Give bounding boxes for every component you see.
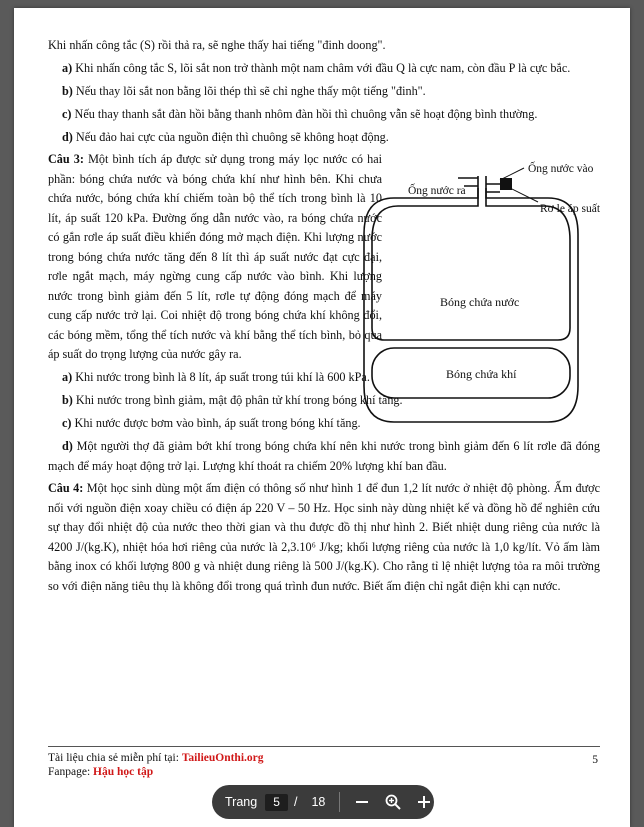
page-number: 5: [592, 754, 598, 766]
footer-site-link[interactable]: TailieuOnthi.org: [181, 752, 264, 764]
document-page: [14, 8, 630, 827]
water-bag-outline: [372, 198, 570, 340]
page-label: Trang: [225, 795, 258, 809]
zoom-fit-button[interactable]: [383, 791, 402, 813]
pressure-relay: [500, 178, 512, 190]
label-relay: Rơ le áp suất: [540, 203, 601, 215]
q4-question: Câu 4: Một học sinh dùng một ấm điện có thông số như hình 1 để đun 1,2 lít nước ở nhiệt độ phòng. Ấm được nối với nguồn điện xoay chiều có điện áp 220 V – 50 Hz. Học sinh này dùng nhiệt kế và đồng hồ để nghiên cứu sự thay đổi nhiệt độ của nước theo thời gian và thu được đồ thị như hình 2. Biết nhiệt dung riêng của nước là 4200 J/(kg.K), nhiệt hóa hơi riêng của nước là 2,3.10⁶ J/kg; khối lượng riêng của nước là 1,0 kg/lít. Vỏ ấm làm bằng inox có khối lượng 800 g và nhiệt dung riêng là 500 J/(kg.K). Cho rằng tỉ lệ nhiệt lượng tỏa ra môi trường so với điện năng tiêu thụ là không đổi trong quá trình đun nước. Biết ấm điện chỉ ngắt điện khi cạn nước.: [48, 481, 600, 593]
footer-fanpage-link[interactable]: Hậu học tập: [93, 766, 154, 778]
zoom-in-button[interactable]: [415, 791, 434, 813]
label-water-bag: Bóng chứa nước: [440, 295, 520, 309]
q2-statement-b: b) Nếu thay lõi sắt non bằng lõi thép thì sẽ chỉ nghe thấy một tiếng "đinh".: [62, 83, 426, 98]
toolbar-divider: [339, 792, 340, 812]
q3-statement-b: b) Khi nước trong bình giảm, mật độ phân tử khí trong bóng khí tăng.: [62, 393, 403, 408]
label-air-bag: Bóng chứa khí: [446, 367, 517, 381]
q3-statement-d: d) Một người thợ đã giảm bớt khí trong bóng chứa khí nên khi nước trong bình giảm đến 6 lít rơle đã đóng mạch để máy hoạt động trở lại. Lượng khí thoát ra chiếm 20% lượng khí ban đầu.: [48, 439, 600, 473]
q3-question: Câu 3: Một bình tích áp được sử dụng trong máy lọc nước có hai phần: bóng chứa nước và bóng chứa khí như hình bên. Khi chưa chứa nước, bóng chứa khí chiếm toàn bộ thể tích trong bình là 10 lít, áp suất 120 kPa. Đường ống dẫn nước vào, ra bóng chứa nước có gắn rơle áp suất điều khiển đóng mở mạch điện. Khi lượng nước trong bóng chứa nước tăng đến 8 lít thì áp suất nước đạt cực đại, rơle ngắt mạch, máy ngừng cung cấp nước vào bình. Khi lượng nước trong bình giảm đến 5 lít, rơle tự động đóng mạch để máy cung cấp nước trở lại. Coi nhiệt độ trong bóng chứa khí không đổi, các bóng mềm, tổng thể tích nước và khí bằng thể tích bình, bỏ qua áp suất do trọng lượng của nước gây ra.: [48, 152, 383, 362]
q3-statement-a: a) Khi nước trong bình là 8 lít, áp suất trong túi khí là 600 kPa.: [62, 370, 370, 385]
current-page-input[interactable]: 5: [265, 794, 288, 811]
zoom-icon: [385, 794, 401, 810]
footer-fanpage: Fanpage: Hậu học tập: [48, 766, 154, 778]
page-footer: [48, 746, 600, 779]
total-pages: 18: [311, 795, 326, 809]
pressure-tank-diagram: [360, 163, 601, 426]
q2-statement-d: d) Nếu đảo hai cực của nguồn điện thì chuông sẽ không hoạt động.: [62, 129, 389, 144]
plus-icon: [417, 795, 431, 809]
intro-text: Khi nhấn công tắc (S) rồi thả ra, sẽ nghe thấy hai tiếng "đinh doong".: [48, 38, 386, 52]
zoom-out-button[interactable]: [352, 791, 371, 813]
label-inlet: Ống nước vào: [528, 163, 594, 175]
label-outlet: Ống nước ra: [408, 185, 466, 197]
q2-statement-a: a) Khi nhấn công tắc S, lõi sắt non trở thành một nam châm với đầu Q là cực nam, còn đầu P là cực bắc.: [62, 60, 571, 75]
page-separator: /: [293, 795, 298, 809]
minus-icon: [355, 795, 369, 809]
q2-statement-c: c) Nếu thay thanh sắt đàn hồi bằng thanh nhôm đàn hồi thì chuông vẫn sẽ hoạt động bình thường.: [62, 106, 538, 121]
footer-source: Tài liệu chia sẻ miễn phí tại: TailieuOnthi.org: [48, 752, 264, 764]
q3-statement-c: c) Khi nước được bơm vào bình, áp suất trong bóng khí tăng.: [62, 416, 361, 431]
pdf-page-toolbar: [212, 785, 434, 819]
